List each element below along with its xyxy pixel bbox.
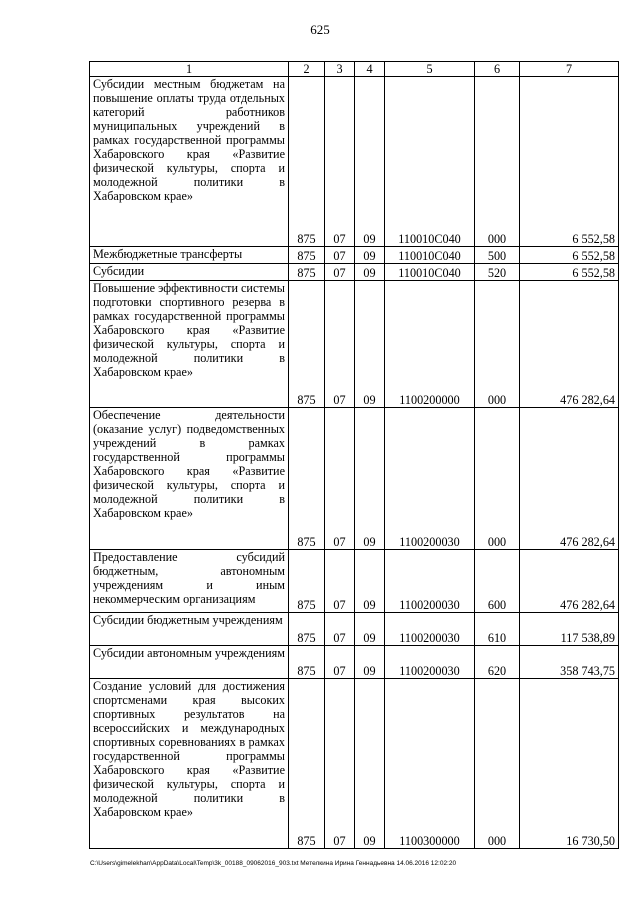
subsection-code: 09 bbox=[355, 247, 385, 264]
ministry-code: 875 bbox=[289, 264, 325, 281]
section-code: 07 bbox=[325, 247, 355, 264]
table-row bbox=[90, 646, 619, 679]
page-number: 625 bbox=[310, 22, 330, 37]
subsection-code: 09 bbox=[355, 281, 385, 408]
amount: 6 552,58 bbox=[520, 264, 619, 281]
ministry-code: 875 bbox=[289, 646, 325, 679]
ministry-code: 875 bbox=[289, 247, 325, 264]
subsection-code: 09 bbox=[355, 408, 385, 550]
section-code: 07 bbox=[325, 679, 355, 849]
expense-type-code: 600 bbox=[475, 550, 520, 613]
table-row bbox=[90, 550, 619, 613]
subsection-code: 09 bbox=[355, 613, 385, 646]
target-article-code: 110010С040 bbox=[385, 264, 475, 281]
section-code: 07 bbox=[325, 613, 355, 646]
ministry-code: 875 bbox=[289, 550, 325, 613]
ministry-code: 875 bbox=[289, 679, 325, 849]
table-row bbox=[90, 613, 619, 646]
amount: 358 743,75 bbox=[520, 646, 619, 679]
column-header: 2 bbox=[289, 62, 325, 77]
target-article-code: 1100300000 bbox=[385, 679, 475, 849]
column-header: 1 bbox=[90, 62, 289, 77]
target-article-code: 1100200030 bbox=[385, 550, 475, 613]
column-header: 5 bbox=[385, 62, 475, 77]
expense-type-code: 000 bbox=[475, 77, 520, 247]
ministry-code: 875 bbox=[289, 408, 325, 550]
section-code: 07 bbox=[325, 281, 355, 408]
expense-type-code: 000 bbox=[475, 281, 520, 408]
item-name: Создание условий для достижения спортсменами края высоких спортивных результатов на всероссийских и международных спортивных соревнованиях в рамках государственной программы Хабаровского края «Развитие физической культуры, спорта и молодежной политики в Хабаровском крае» bbox=[90, 679, 289, 849]
table-row bbox=[90, 281, 619, 408]
section-code: 07 bbox=[325, 646, 355, 679]
amount: 476 282,64 bbox=[520, 281, 619, 408]
section-code: 07 bbox=[325, 550, 355, 613]
column-header: 7 bbox=[520, 62, 619, 77]
ministry-code: 875 bbox=[289, 77, 325, 247]
amount: 6 552,58 bbox=[520, 77, 619, 247]
column-header: 4 bbox=[355, 62, 385, 77]
expense-type-code: 520 bbox=[475, 264, 520, 281]
table-row bbox=[90, 408, 619, 550]
subsection-code: 09 bbox=[355, 550, 385, 613]
item-name: Межбюджетные трансферты bbox=[90, 247, 289, 264]
target-article-code: 110010С040 bbox=[385, 247, 475, 264]
target-article-code: 1100200030 bbox=[385, 646, 475, 679]
ministry-code: 875 bbox=[289, 281, 325, 408]
subsection-code: 09 bbox=[355, 646, 385, 679]
amount: 16 730,50 bbox=[520, 679, 619, 849]
section-code: 07 bbox=[325, 264, 355, 281]
subsection-code: 09 bbox=[355, 77, 385, 247]
expense-type-code: 500 bbox=[475, 247, 520, 264]
footer-file-path: C:\Users\gimelekhan\AppData\Local\Temp\3k_00188_09062016_903.txt Метелкина Ирина Геннадьевна 14.06.2016 12:02:20 bbox=[90, 860, 457, 867]
target-article-code: 1100200030 bbox=[385, 613, 475, 646]
ministry-code: 875 bbox=[289, 613, 325, 646]
section-code: 07 bbox=[325, 77, 355, 247]
budget-table bbox=[89, 61, 619, 849]
expense-type-code: 620 bbox=[475, 646, 520, 679]
item-name: Предоставление субсидий бюджетным, автономным учреждениям и иным некоммерческим организациям bbox=[90, 550, 289, 613]
target-article-code: 1100200030 bbox=[385, 408, 475, 550]
table-row bbox=[90, 77, 619, 247]
item-name: Субсидии bbox=[90, 264, 289, 281]
expense-type-code: 000 bbox=[475, 408, 520, 550]
subsection-code: 09 bbox=[355, 679, 385, 849]
section-code: 07 bbox=[325, 408, 355, 550]
column-header: 3 bbox=[325, 62, 355, 77]
amount: 476 282,64 bbox=[520, 550, 619, 613]
table-header-row bbox=[90, 62, 619, 77]
amount: 476 282,64 bbox=[520, 408, 619, 550]
expense-type-code: 000 bbox=[475, 679, 520, 849]
subsection-code: 09 bbox=[355, 264, 385, 281]
amount: 117 538,89 bbox=[520, 613, 619, 646]
item-name: Обеспечение деятельности (оказание услуг) подведомственных учреждений в рамках государственной программы Хабаровского края «Развитие физической культуры, спорта и молодежной политики в Хабаровском крае» bbox=[90, 408, 289, 550]
amount: 6 552,58 bbox=[520, 247, 619, 264]
target-article-code: 110010С040 bbox=[385, 77, 475, 247]
item-name: Субсидии бюджетным учреждениям bbox=[90, 613, 289, 646]
item-name: Субсидии местным бюджетам на повышение оплаты труда отдельных категорий работников муниципальных учреждений в рамках государственной программы Хабаровского края «Развитие физической культуры, спорта и молодежной политики в Хабаровском крае» bbox=[90, 77, 289, 247]
expense-type-code: 610 bbox=[475, 613, 520, 646]
table-row bbox=[90, 264, 619, 281]
table-row bbox=[90, 679, 619, 849]
target-article-code: 1100200000 bbox=[385, 281, 475, 408]
table-row bbox=[90, 247, 619, 264]
item-name: Субсидии автономным учреждениям bbox=[90, 646, 289, 679]
column-header: 6 bbox=[475, 62, 520, 77]
item-name: Повышение эффективности системы подготовки спортивного резерва в рамках государственной программы Хабаровского края «Развитие физической культуры, спорта и молодежной политики в Хабаровском крае» bbox=[90, 281, 289, 408]
